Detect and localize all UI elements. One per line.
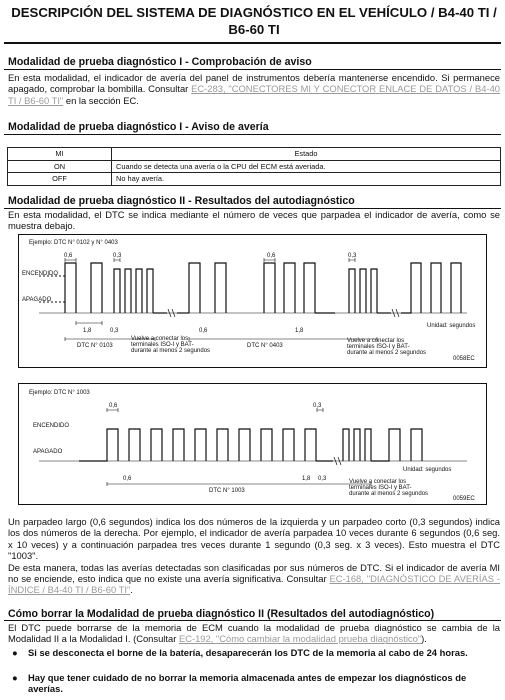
blink-waveform-2 (19, 384, 488, 504)
section-erase-text: El DTC puede borrarse de la memoria de ECM cuando la modalidad de prueba diagnóstico se cambia de la Modalidad II a la Modalidad I. (Consultar EC-192, "Cómo cambiar la modalidad prueba diagnóstico"). (8, 622, 500, 645)
section-check-text: En esta modalidad, el indicador de avería del panel de instrumentos debería mantenerse encendido. Si permanece apagado, comprobar la bombilla. Consultar EC-283, "CONECTORES MI Y CONECTOR ENLACE DE DATOS / B4-40 TI / B6-60 TI" en la sección EC. (8, 72, 500, 106)
dtc-0403-label: DTC N° 0403 (247, 343, 283, 349)
duration-0-3-label: 0,3 (110, 328, 119, 334)
title-divider (4, 42, 501, 44)
reconnect-note-line2: terminales ISO-I y BAT- (131, 342, 194, 348)
page-title (8, 4, 500, 38)
table-cell-estado: Cuando se detecta una avería o la CPU del ECM está averiada. (112, 160, 501, 173)
duration-0-6-label: 0,6 (109, 403, 118, 409)
on-label: ENCENDIDO (22, 271, 59, 277)
table-row (8, 173, 501, 186)
figure-code: 0059EC (453, 496, 475, 502)
section-explanation (8, 516, 500, 596)
bullet-item: ● Si se desconecta el borne de la batería, desaparecerán los DTC de la memoria al cabo de 24 horas. (12, 647, 468, 658)
table-cell-mi: OFF (8, 173, 112, 186)
reconnect-note-line3: durante al menos 2 segundos (347, 350, 427, 356)
reconnect-note-line3: durante al menos 2 segundos (349, 491, 429, 497)
reconnect-note-line3: durante al menos 2 segundos (131, 348, 211, 354)
table-cell-estado: No hay avería. (112, 173, 501, 186)
blink-diagram-2 (18, 383, 487, 505)
table-row (8, 160, 501, 173)
duration-0-6-label: 0,6 (64, 253, 73, 259)
table-header-row (8, 148, 501, 161)
bullet-icon: ● (12, 672, 18, 683)
link-ec-283[interactable]: EC-283, "CONECTORES MI Y CONECTOR ENLACE DE DATOS / B4-40 TI / B6-60 TI" (8, 83, 500, 106)
mi-status-table (7, 147, 501, 186)
reconnect-note-line2: terminales ISO-I y BAT- (349, 485, 412, 491)
reconnect-note-line1: Vuelve a conectar los (131, 336, 189, 342)
on-label: ENCENDIDO (33, 423, 70, 429)
section-heading-check: Modalidad de prueba diagnóstico I - Comprobación de aviso (8, 56, 312, 68)
duration-0-3-label: 0,3 (348, 253, 357, 259)
off-label: APAGADO (33, 449, 63, 455)
explanation-para-2: De esta manera, todas las averías detectadas son clasificadas por sus números de DTC. Si el indicador de avería MI no se enciende, esto indica que no existe una avería significativa. Consultar EC-168, "DIAGNÓSTICO DE AVERÍAS - ÍNDICE / B4-40 TI / B6-60 TI". (8, 561, 500, 596)
table-header-mi: MI (8, 148, 112, 161)
duration-0-6-label: 0,6 (199, 328, 208, 334)
off-label: APAGADO (22, 297, 52, 303)
duration-0-6-label: 0,6 (267, 253, 276, 259)
bullet-icon: ● (12, 647, 18, 658)
unit-label: Unidad: segundos (427, 323, 476, 329)
section-heading-fault: Modalidad de prueba diagnóstico I - Aviso de avería (8, 121, 269, 133)
blink-diagram-1 (18, 234, 487, 368)
link-ec-168[interactable]: EC-168, "DIAGNÓSTICO DE AVERÍAS - ÍNDICE / B4-40 TI / B6-60 TI" (8, 573, 500, 596)
link-ec-192[interactable]: EC-192, "Cómo cambiar la modalidad prueba diagnóstico" (178, 633, 422, 645)
reconnect-note-line1: Vuelve a conectar los (347, 338, 405, 344)
dtc-1003-label: DTC N° 1003 (209, 488, 245, 494)
reconnect-note-line2: terminales ISO-I y BAT- (347, 344, 410, 350)
section-results-intro: En esta modalidad, el DTC se indica mediante el número de veces que parpadea el indicador de avería, como se muestra debajo. (8, 209, 500, 232)
duration-0-3-label: 0,3 (113, 253, 122, 259)
figure-code: 0058EC (453, 356, 475, 362)
duration-1-8-label: 1,8 (302, 476, 311, 482)
section-divider (4, 69, 501, 70)
diagram-example-label: Ejemplo: DTC N° 1003 (29, 390, 90, 396)
blink-waveform-1 (19, 235, 488, 367)
section-divider (4, 620, 501, 621)
page-title-line2: B6-60 TI (228, 22, 280, 37)
duration-1-8-label: 1,8 (83, 328, 92, 334)
explanation-para-1: Un parpadeo largo (0,6 segundos) indica los dos números de la izquierda y un parpadeo corto (0,3 segundos) indica los dos números de la derecha. Por ejemplo, el indicador de avería parpadea 10 veces durante 6 segundos (0,6 seg. x 10 veces) y a continuación parpadea tres veces durante 1 segundo (0,3 seg. x 3 veces). Esto muestra el DTC "1003". (8, 516, 500, 562)
reconnect-note-line1: Vuelve a conectar los (349, 479, 407, 485)
duration-0-6-label: 0,6 (123, 476, 132, 482)
unit-label: Unidad: segundos (403, 467, 452, 473)
table-cell-mi: ON (8, 160, 112, 173)
bullet-item: ● Hay que tener cuidado de no borrar la memoria almacenada antes de empezar los diagnósticos de averías. (12, 672, 467, 695)
duration-0-3-label: 0,3 (318, 476, 327, 482)
section-divider (4, 134, 501, 135)
duration-0-3-label: 0,3 (313, 403, 322, 409)
duration-1-8-label: 1,8 (295, 328, 304, 334)
page-title-line1: DESCRIPCIÓN DEL SISTEMA DE DIAGNÓSTICO EN EL VEHÍCULO / B4-40 TI / (11, 5, 497, 20)
dtc-0103-label: DTC N° 0103 (77, 343, 113, 349)
section-heading-erase: Cómo borrar la Modalidad de prueba diagnóstico II (Resultados del autodiagnóstico) (8, 608, 435, 620)
section-heading-results: Modalidad de prueba diagnóstico II - Resultados del autodiagnóstico (8, 195, 355, 207)
diagram-example-label: Ejemplo: DTC N° 0102 y N° 0403 (29, 240, 118, 246)
table-header-estado: Estado (112, 148, 501, 161)
